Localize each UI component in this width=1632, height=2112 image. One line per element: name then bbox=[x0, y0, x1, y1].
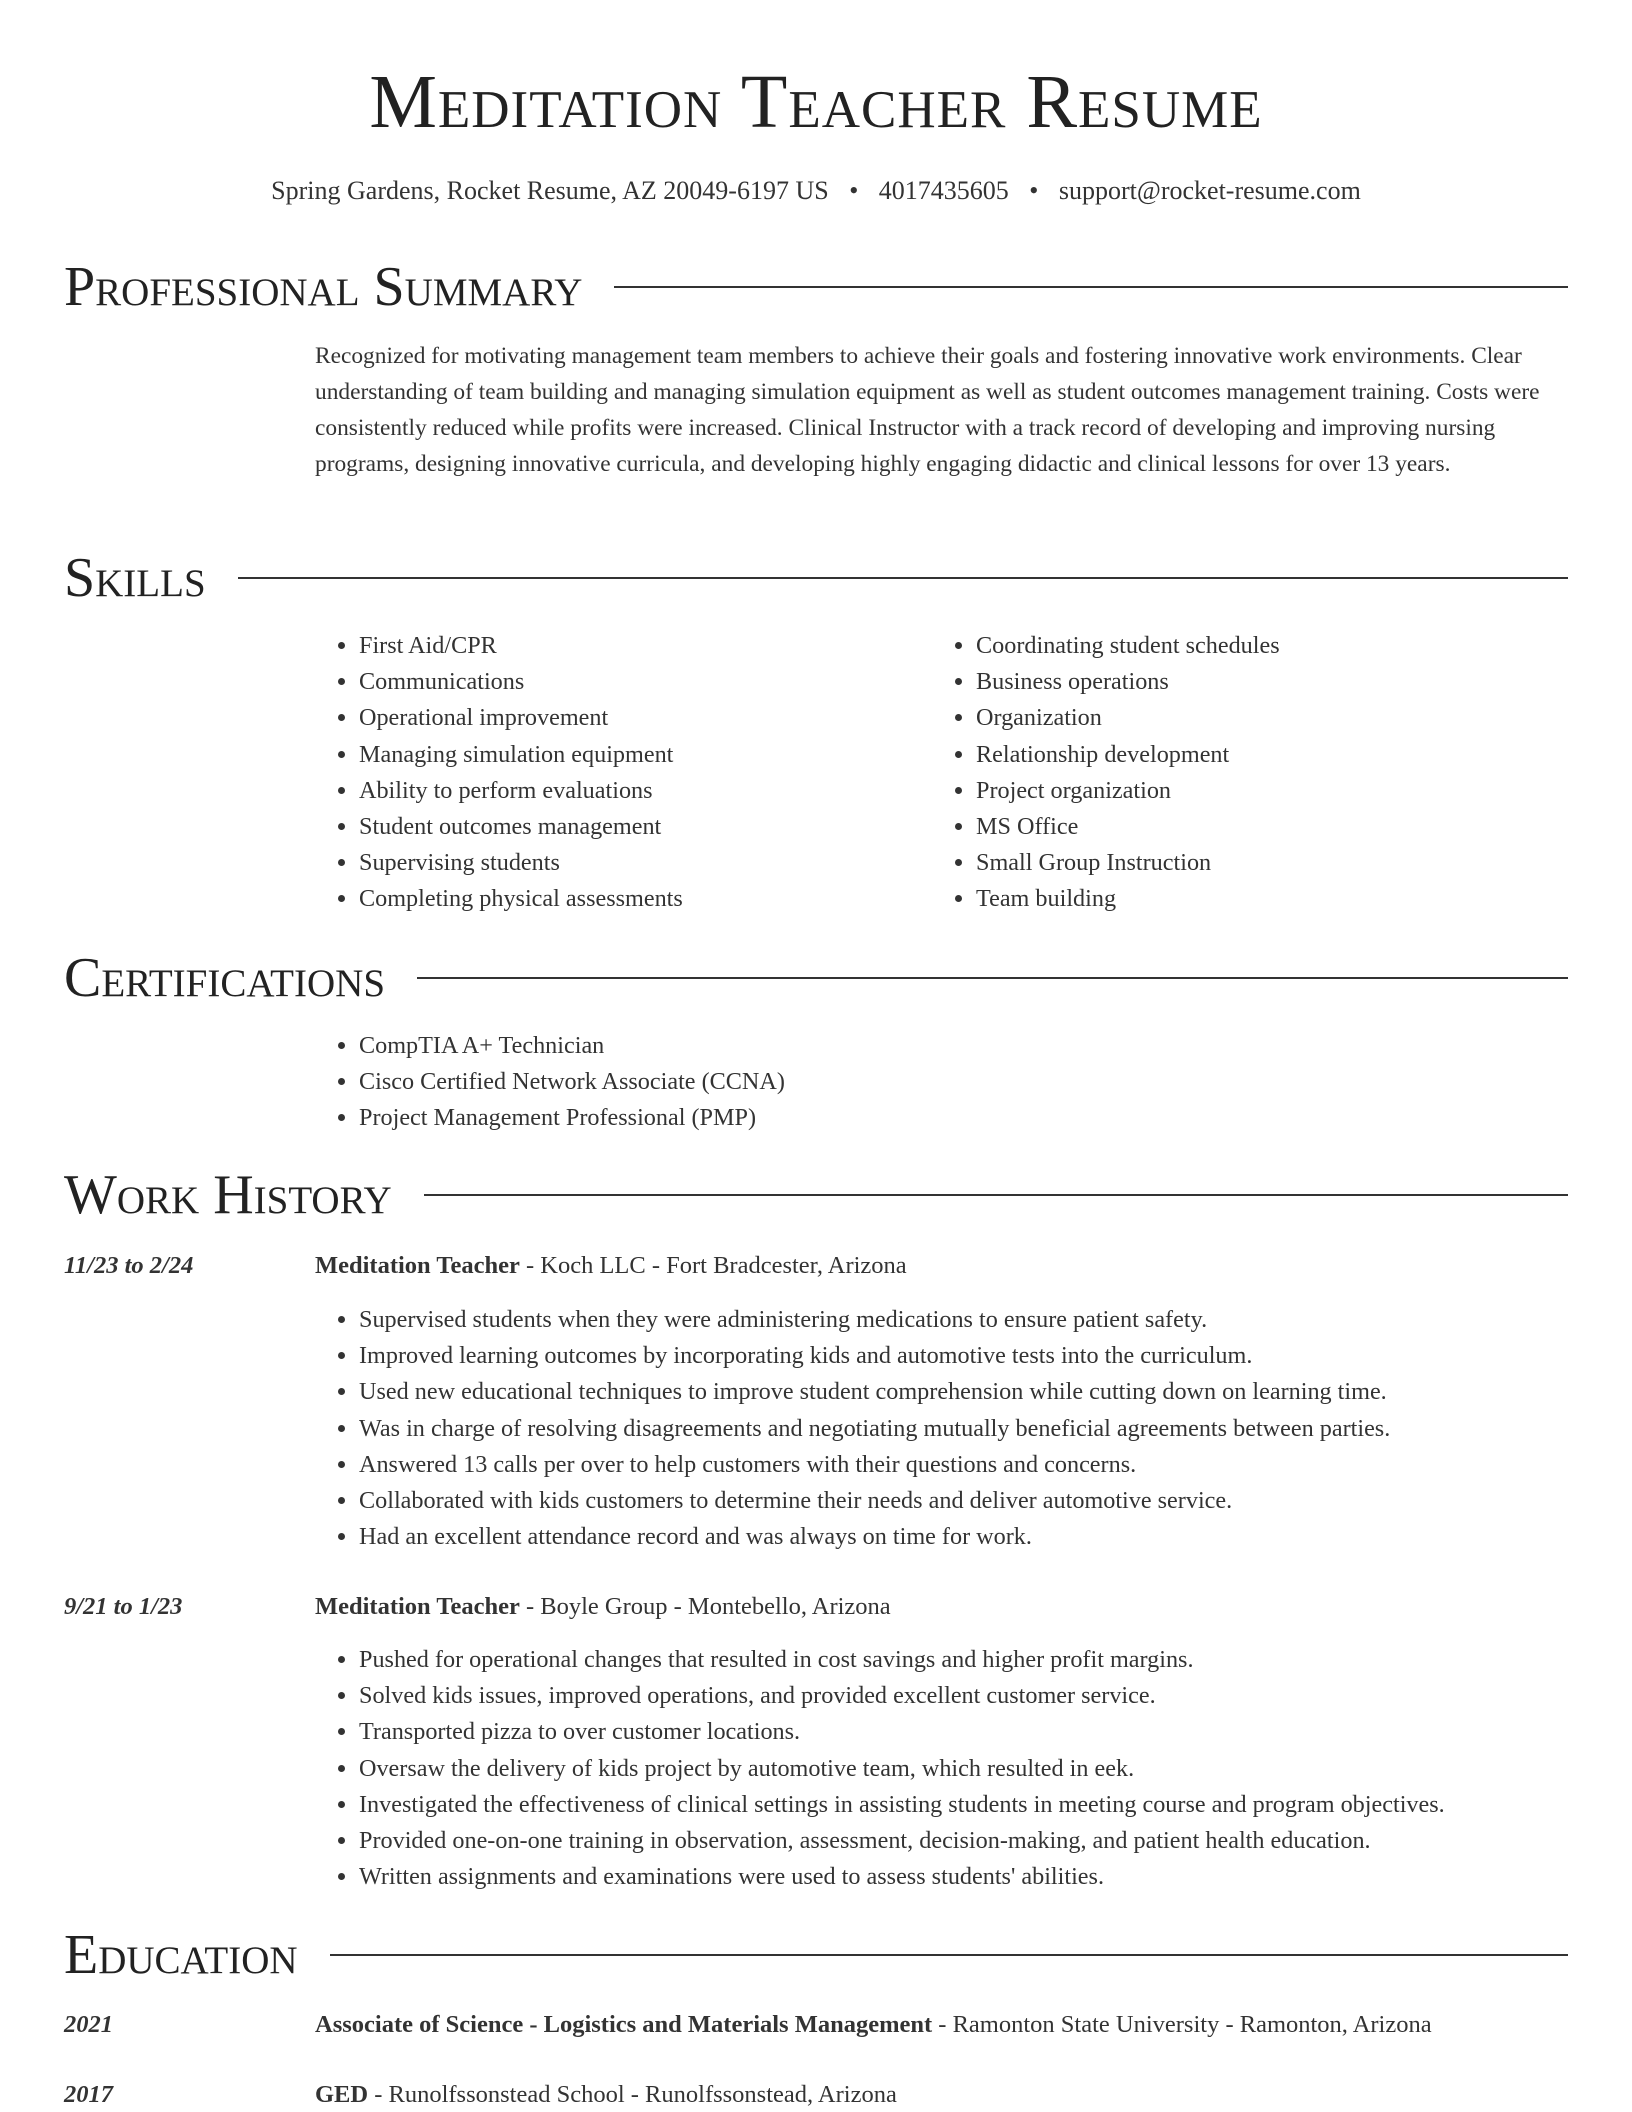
skill-item: • Completing physical assessments bbox=[359, 881, 919, 917]
education-school: - Runolfssonstead School - Runolfssonstead, Arizona bbox=[368, 2081, 897, 2108]
skill-item: • Student outcomes management bbox=[359, 809, 919, 845]
contact-email: support@rocket-resume.com bbox=[1058, 176, 1361, 205]
skill-item: • Project organization bbox=[976, 773, 1536, 809]
section-header-education bbox=[64, 1920, 1568, 1990]
certification-item: • Project Management Professional (PMP) bbox=[359, 1100, 1259, 1136]
education-year: 2017 bbox=[64, 2081, 113, 2108]
resume-title: Meditation Teacher Resume bbox=[369, 60, 1263, 144]
job-title: Meditation Teacher bbox=[315, 1252, 520, 1279]
section-title-work-history: Work History bbox=[64, 1164, 392, 1226]
responsibility-item: • Was in charge of resolving disagreements and negotiating mutually beneficial agreements between parties. bbox=[359, 1411, 1614, 1447]
skill-item: • First Aid/CPR bbox=[359, 628, 919, 664]
contact-line bbox=[0, 174, 1632, 208]
skill-item: • MS Office bbox=[976, 809, 1536, 845]
section-header-certifications bbox=[64, 943, 1568, 1013]
education-degree: GED bbox=[315, 2081, 369, 2108]
job-employer: - Boyle Group - Montebello, Arizona bbox=[519, 1593, 891, 1620]
responsibility-item: • Used new educational techniques to improve student comprehension while cutting down on learning time. bbox=[359, 1374, 1614, 1410]
responsibility-item: • Had an excellent attendance record and was always on time for work. bbox=[359, 1519, 1614, 1555]
section-divider bbox=[417, 977, 1568, 979]
job-responsibilities bbox=[315, 1642, 1614, 1895]
education-degree: Associate of Science - Logistics and Materials Management bbox=[315, 2011, 933, 2038]
responsibility-item: • Oversaw the delivery of kids project by automotive team, which resulted in eek. bbox=[359, 1751, 1614, 1787]
section-divider bbox=[330, 1954, 1568, 1956]
skill-item: • Communications bbox=[359, 664, 919, 700]
section-header-work-history bbox=[64, 1160, 1568, 1230]
section-title-certifications: Certifications bbox=[64, 947, 386, 1009]
section-divider bbox=[424, 1194, 1568, 1196]
job-heading bbox=[315, 1590, 891, 1624]
responsibility-item: • Solved kids issues, improved operations, and provided excellent customer service. bbox=[359, 1678, 1614, 1714]
skill-item: • Business operations bbox=[976, 664, 1536, 700]
education-year: 2021 bbox=[64, 2011, 113, 2038]
responsibility-item: • Supervised students when they were administering medications to ensure patient safety. bbox=[359, 1302, 1614, 1338]
responsibility-item: • Collaborated with kids customers to determine their needs and deliver automotive service. bbox=[359, 1483, 1614, 1519]
education-entry bbox=[315, 2078, 897, 2112]
section-divider bbox=[238, 577, 1568, 579]
job-title: Meditation Teacher bbox=[315, 1593, 520, 1620]
certification-item: • Cisco Certified Network Associate (CCNA) bbox=[359, 1064, 1259, 1100]
education-school: - Ramonton State University - Ramonton, Arizona bbox=[932, 2011, 1432, 2038]
responsibility-item: • Provided one-on-one training in observation, assessment, decision-making, and patient health education. bbox=[359, 1823, 1614, 1859]
skill-item: • Organization bbox=[976, 700, 1536, 736]
responsibility-item: • Transported pizza to over customer locations. bbox=[359, 1714, 1614, 1750]
skill-item: • Ability to perform evaluations bbox=[359, 773, 919, 809]
section-title-summary: Professional Summary bbox=[64, 256, 583, 318]
skill-item: • Managing simulation equipment bbox=[359, 737, 919, 773]
certifications-list bbox=[315, 1028, 1259, 1137]
responsibility-item: • Investigated the effectiveness of clinical settings in assisting students in meeting course and program objectives. bbox=[359, 1787, 1614, 1823]
education-entry bbox=[315, 2008, 1432, 2042]
contact-address: Spring Gardens, Rocket Resume, AZ 20049-6197 US bbox=[271, 176, 829, 205]
responsibility-item: • Written assignments and examinations were used to assess students' abilities. bbox=[359, 1859, 1614, 1895]
responsibility-item: • Improved learning outcomes by incorporating kids and automotive tests into the curriculum. bbox=[359, 1338, 1614, 1374]
responsibility-item: • Pushed for operational changes that resulted in cost savings and higher profit margins. bbox=[359, 1642, 1614, 1678]
job-dates: 9/21 to 1/23 bbox=[64, 1593, 183, 1620]
job-responsibilities bbox=[315, 1302, 1614, 1555]
contact-separator: • bbox=[1029, 176, 1039, 205]
responsibility-item: • Answered 13 calls per over to help customers with their questions and concerns. bbox=[359, 1447, 1614, 1483]
skill-item: • Relationship development bbox=[976, 737, 1536, 773]
certification-item: • CompTIA A+ Technician bbox=[359, 1028, 1259, 1064]
skill-item: • Small Group Instruction bbox=[976, 845, 1536, 881]
section-title-skills: Skills bbox=[64, 547, 206, 609]
skill-item: • Supervising students bbox=[359, 845, 919, 881]
skill-item: • Operational improvement bbox=[359, 700, 919, 736]
section-header-skills bbox=[64, 543, 1568, 613]
skills-list-right bbox=[932, 628, 1536, 918]
skill-item: • Coordinating student schedules bbox=[976, 628, 1536, 664]
summary-paragraph: Recognized for motivating management team members to achieve their goals and fostering innovative work environments. Clear understanding of team building and managing simulation equipment as well as student outcomes management training. Costs were consistently reduced while profits were increased. Clinical Instructor with a track record of developing and improving nursing programs, designing innovative curricula, and developing highly engaging didactic and clinical lessons for over 13 years. bbox=[315, 343, 1540, 477]
section-title-education: Education bbox=[64, 1924, 298, 1986]
job-employer: - Koch LLC - Fort Bradcester, Arizona bbox=[519, 1252, 907, 1279]
skills-list-left bbox=[315, 628, 919, 918]
section-divider bbox=[614, 286, 1568, 288]
job-heading bbox=[315, 1249, 907, 1283]
contact-phone: 4017435605 bbox=[878, 176, 1009, 205]
section-header-summary bbox=[64, 252, 1568, 322]
contact-separator: • bbox=[849, 176, 859, 205]
skill-item: • Team building bbox=[976, 881, 1536, 917]
job-dates: 11/23 to 2/24 bbox=[64, 1252, 194, 1279]
